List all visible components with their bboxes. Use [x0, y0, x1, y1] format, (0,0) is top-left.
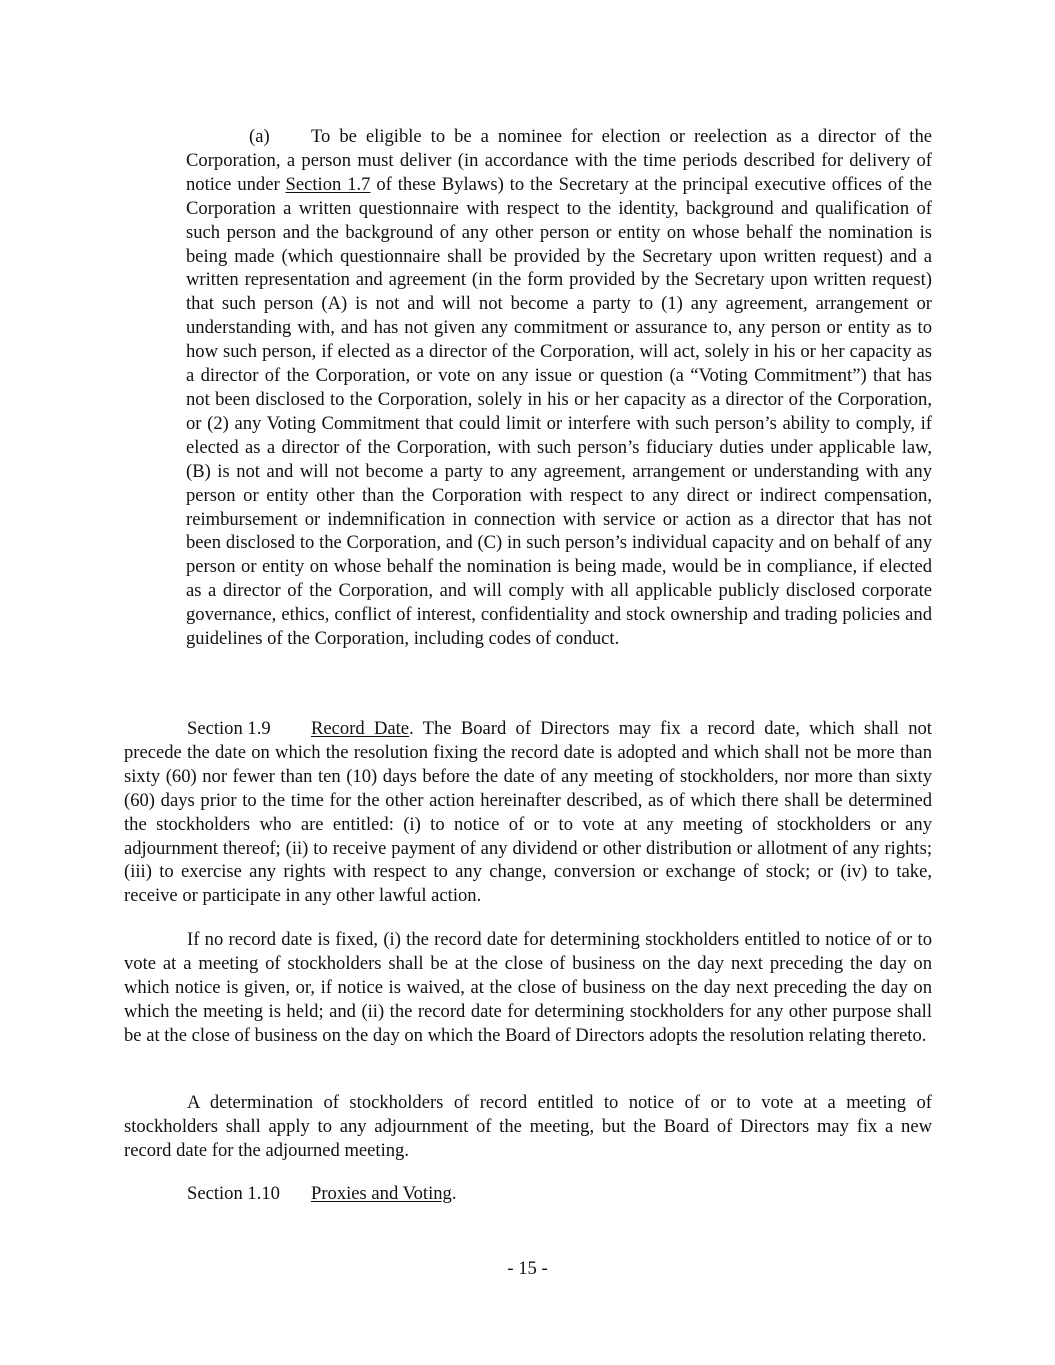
- section-1-10-title-punct: .: [451, 1183, 457, 1204]
- section-1-7-reference: Section 1.7: [285, 173, 371, 195]
- section-1-10-heading: [187, 1182, 932, 1206]
- section-1-9-number: Section 1.9: [187, 718, 271, 739]
- paragraph-a-label: (a): [249, 126, 270, 147]
- determination-paragraph: A determination of stockholders of record entitled to notice of or to vote at a meeting of stockholders shall apply to any adjournment of the meeting, but the Board of Directors may fix a new record date for the adjourned meeting.: [124, 1092, 932, 1161]
- paragraph-a-text-after: of these Bylaws) to the Secretary at the principal executive offices of the Corporation a written questionnaire with respect to the identity, background and qualification of such person and the background of any other person or entity on whose behalf the nomination is being made (which questionnaire shall be provided by the Secretary upon written request) and a written representation and agreement (in the form provided by the Secretary upon written request) that such person (A) is not and will not become a party to (1) any agreement, arrangement or understanding with, and has not given any commitment or assurance to, any person or entity as to how such person, if elected as a director of the Corporation, will act, solely in his or her capacity as a director of the Corporation, or vote on any issue or question (a “Voting Commitment”) that has not been disclosed to the Corporation, solely in his or her capacity as a director of the Corporation, or (2) any Voting Commitment that could limit or interfere with such person’s ability to comply, if elected as a director of the Corporation, with such person’s fiduciary duties under applicable law, (B) is not and will not become a party to any agreement, arrangement or understanding with any person or entity other than the Corporation with respect to any direct or indirect compensation, reimbursement or indemnification in connection with service or action as a director that has not been disclosed to the Corporation, and (C) in such person’s individual capacity and on behalf of any person or entity on whose behalf the nomination is being made, would be in compliance, if elected as a director of the Corporation, and will comply with all applicable publicly disclosed corporate governance, ethics, conflict of interest, confidentiality and stock ownership and trading policies and guidelines of the Corporation, including codes of conduct.: [186, 173, 932, 650]
- section-1-9-title-punct: .: [409, 718, 414, 739]
- paragraph-a-text-before: To be eligible to be a nominee for election or reelection as a director of the Corporation, a person must deliver (in accordance with the time periods described for delivery of notice under: [186, 126, 932, 195]
- section-1-9-text: The Board of Directors may fix a record date, which shall not precede the date on which the resolution fixing the record date is adopted and which shall not be more than sixty (60) nor fewer than ten (10) days before the date of any meeting of stockholders, nor more than sixty (60) days prior to the time for the other action hereinafter described, as of which there shall be determined the stockholders who are entitled: (i) to notice of or to vote at any meeting of stockholders or any adjournment thereof; (ii) to receive payment of any dividend or other distribution or allotment of any rights; (iii) to exercise any rights with respect to any change, conversion or exchange of stock; or (iv) to take, receive or participate in any other lawful action.: [124, 718, 932, 907]
- section-1-9-paragraph: [124, 717, 932, 908]
- section-1-10-title: Proxies and Voting: [311, 1183, 452, 1204]
- no-record-date-paragraph: If no record date is fixed, (i) the record date for determining stockholders entitled to notice of or to vote at a meeting of stockholders shall be at the close of business on the day next preceding the day on which notice is given, or, if notice is waived, at the close of business on the day next preceding the day on which the meeting is held; and (ii) the record date for determining stockholders for any other purpose shall be at the close of business on the day on which the Board of Directors adopts the resolution relating thereto.: [124, 929, 932, 1046]
- section-1-9-title: Record Date: [311, 718, 410, 739]
- paragraph-a: [186, 125, 932, 651]
- section-1-10-number: Section 1.10: [187, 1183, 280, 1204]
- page-number: - 15 -: [507, 1258, 548, 1279]
